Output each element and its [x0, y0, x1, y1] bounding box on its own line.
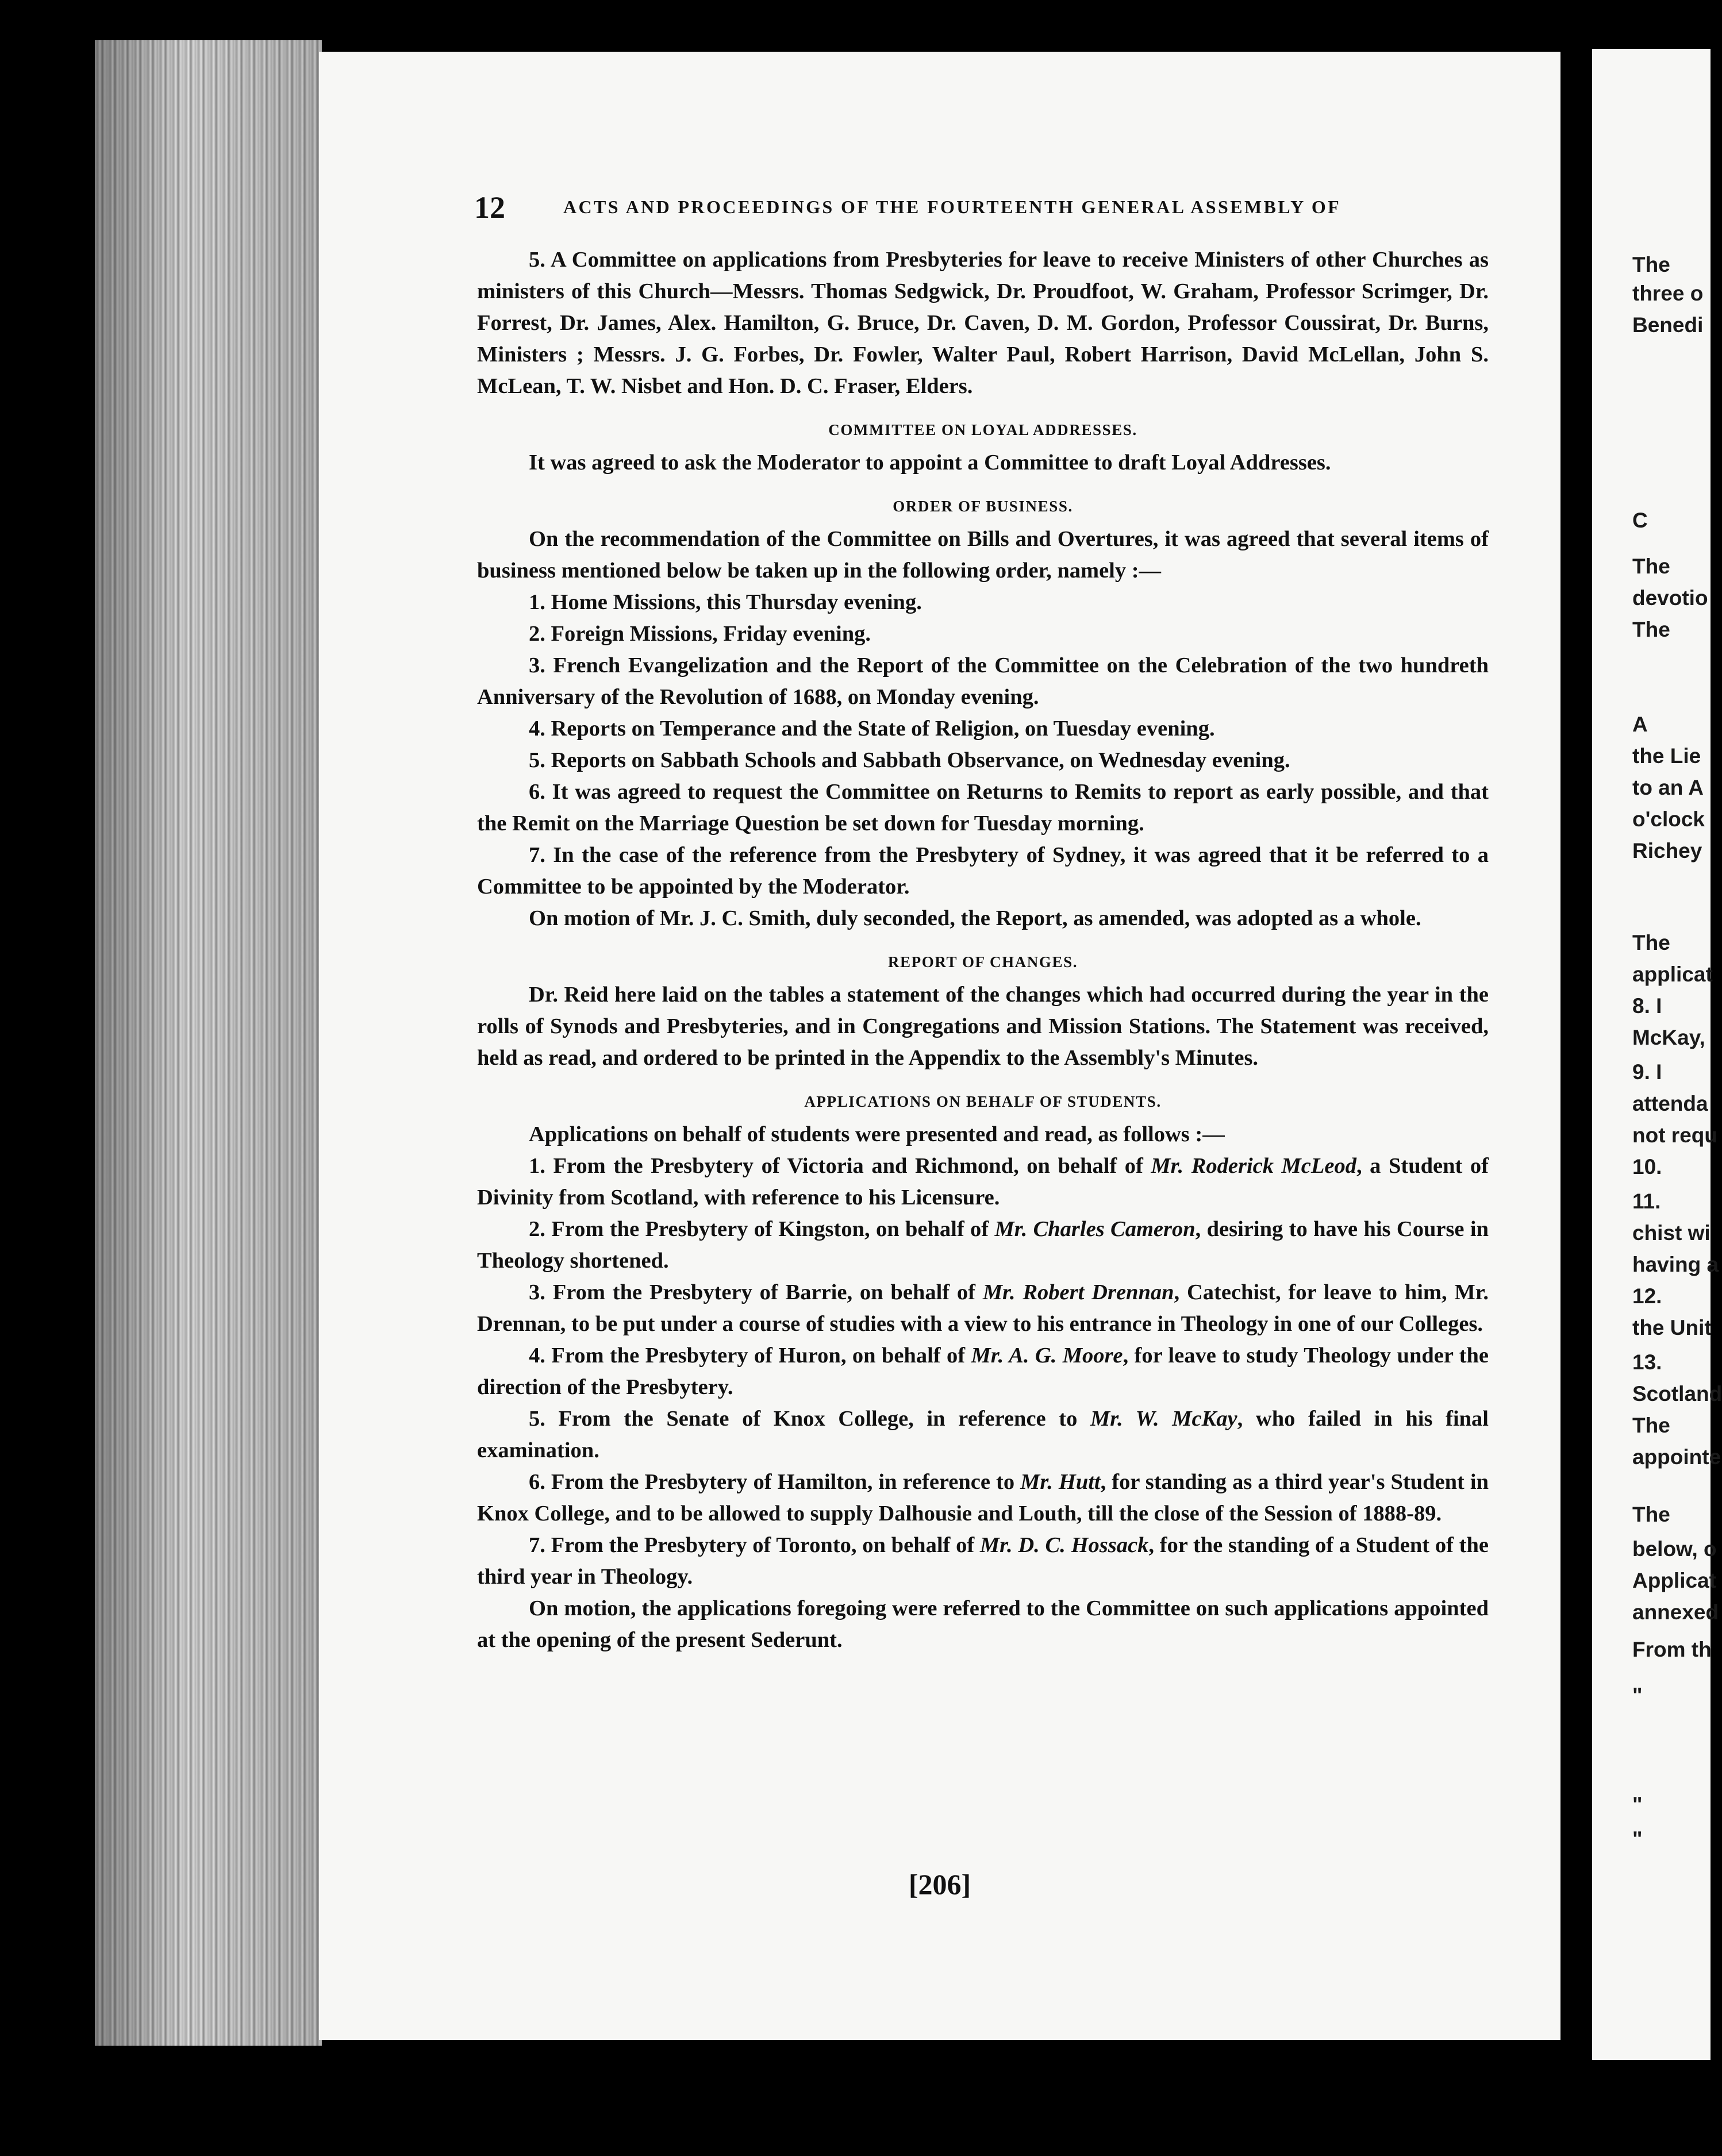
application-item	[477, 1403, 1489, 1466]
order-motion: On motion of Mr. J. C. Smith, duly seconded, the Report, as amended, was adopted as a whole.	[529, 906, 1421, 930]
application-text: , for leave to study Theology under the direction of the Presbytery.	[477, 1343, 1489, 1399]
order-item: 7. In the case of the reference from the Presbytery of Sydney, it was agreed that it be referred to a Committee to be appointed by the Moderator.	[477, 843, 1489, 899]
right-page-text-fragment: o'clock	[1632, 807, 1705, 831]
application-text: , who failed in his final examination.	[477, 1407, 1489, 1462]
application-item	[477, 1214, 1489, 1277]
right-page-text-fragment: Benedi	[1632, 313, 1704, 337]
order-item: 5. Reports on Sabbath Schools and Sabbath Observance, on Wednesday evening.	[529, 748, 1290, 772]
student-name: Mr. Hutt	[1020, 1470, 1101, 1494]
application-text: , for standing as a third year's Student in Knox College, and to be allowed to supply Dalhousie and Louth, till the close of the Session of 1888-89.	[477, 1470, 1489, 1526]
right-page-text-fragment: three o	[1632, 282, 1704, 305]
student-name: Mr. A. G. Moore	[971, 1343, 1123, 1368]
right-page-text-fragment: The	[1632, 931, 1670, 954]
order-item: 6. It was agreed to request the Committee on Returns to Remits to report as early possible, and that the Remit on the Marriage Question be set down for Tuesday morning.	[477, 780, 1489, 836]
right-page-text-fragment: attenda	[1632, 1092, 1708, 1115]
right-page-text-fragment: not requ	[1632, 1123, 1717, 1147]
right-page-text-fragment: to an A	[1632, 776, 1704, 799]
student-name: Mr. W. McKay	[1090, 1407, 1237, 1431]
applications-motion: On motion, the applications foregoing were referred to the Committee on such applications appointed at the opening of the present Sederunt.	[477, 1596, 1489, 1652]
order-of-business-list	[477, 587, 1489, 903]
committee-item-5: 5. A Committee on applications from Presbyteries for leave to receive Ministers of other Churches as ministers of this Church—Messrs. Thomas Sedgwick, Dr. Proudfoot, W. Graham, Professor Scrimger, Dr. Forrest, Dr. James, Alex. Hamilton, G. Bruce, Dr. Caven, D. M. Gordon, Professor Coussirat, Dr. Burns, Ministers ; Messrs. J. G. Forbes, Dr. Fowler, Walter Paul, Robert Harrison, David McLellan, John S. McLean, T. W. Nisbet and Hon. D. C. Fraser, Elders.	[477, 248, 1489, 398]
right-page-text-fragment: Richey	[1632, 839, 1702, 863]
applications-list	[477, 1150, 1489, 1593]
folio-number: [206]	[908, 1868, 971, 1900]
right-page-text-fragment: below, o	[1632, 1537, 1717, 1561]
order-item: 4. Reports on Temperance and the State of Religion, on Tuesday evening.	[529, 717, 1215, 741]
right-page-text-fragment: 12.	[1632, 1284, 1662, 1308]
application-item	[477, 1530, 1489, 1593]
right-page-text-fragment: the Unit	[1632, 1316, 1712, 1339]
application-text: 4. From the Presbytery of Huron, on behalf of	[529, 1343, 971, 1368]
right-page-text-fragment: The	[1632, 555, 1670, 578]
right-page-text-fragment: chist wi	[1632, 1221, 1711, 1245]
page-body	[477, 244, 1489, 1656]
application-text: , Catechist, for leave to him, Mr. Drennan, to be put under a course of studies with a view to his entrance in Theology in one of our Colleges.	[477, 1280, 1489, 1336]
right-page-text-fragment: The	[1632, 618, 1670, 641]
heading-applications-students: APPLICATIONS ON BEHALF OF STUDENTS.	[804, 1093, 1162, 1110]
heading-loyal-addresses: COMMITTEE ON LOYAL ADDRESSES.	[828, 421, 1137, 438]
right-page-text-fragment: applicat	[1632, 962, 1713, 986]
right-page-text-fragment: "	[1632, 1793, 1643, 1816]
page-number: 12	[474, 190, 505, 225]
right-page-text-fragment: 9. I	[1632, 1060, 1662, 1084]
heading-order-of-business: ORDER OF BUSINESS.	[893, 498, 1073, 515]
page-header	[474, 190, 1509, 241]
right-page-text-fragment: 11.	[1632, 1189, 1661, 1213]
student-name: Mr. Charles Cameron	[994, 1217, 1196, 1241]
right-page-text-fragment: C	[1632, 509, 1648, 532]
right-page-text-fragment: 13.	[1632, 1350, 1662, 1374]
right-page-text-fragment: appointe	[1632, 1445, 1721, 1469]
right-page-text-fragment: having a	[1632, 1253, 1719, 1276]
application-text: 1. From the Presbytery of Victoria and Richmond, on behalf of	[529, 1154, 1151, 1178]
report-of-changes-text: Dr. Reid here laid on the tables a statement of the changes which had occurred during the year in the rolls of Synods and Presbyteries, and in Congregations and Mission Stations. The Statement was received, held as read, and ordered to be printed in the Appendix to the Assembly's Minutes.	[477, 983, 1489, 1070]
left-page	[319, 52, 1560, 2040]
application-text: 5. From the Senate of Knox College, in reference to	[529, 1407, 1090, 1431]
application-item	[477, 1277, 1489, 1340]
application-text: , for the standing of a Student of the third year in Theology.	[477, 1533, 1489, 1589]
right-page-text-fragment: the Lie	[1632, 744, 1701, 768]
order-item: 3. French Evangelization and the Report of the Committee on the Celebration of the two hundreth Anniversary of the Revolution of 1688, on Monday evening.	[477, 653, 1489, 709]
right-page-text-fragment: The	[1632, 253, 1670, 276]
right-page-text-fragment: A	[1632, 713, 1648, 736]
right-page-text-fragment: 8. I	[1632, 994, 1662, 1018]
student-name: Mr. Robert Drennan	[982, 1280, 1174, 1304]
application-item	[477, 1466, 1489, 1530]
student-name: Mr. D. C. Hossack	[979, 1533, 1149, 1557]
order-intro: On the recommendation of the Committee on Bills and Overtures, it was agreed that several items of business mentioned below be taken up in the following order, namely :—	[477, 527, 1489, 583]
application-item	[477, 1150, 1489, 1214]
right-page-text-fragment: Scotland	[1632, 1382, 1722, 1406]
application-item	[477, 1340, 1489, 1403]
application-text: 7. From the Presbytery of Toronto, on behalf of	[529, 1533, 980, 1557]
right-page-text-fragment: 10.	[1632, 1155, 1662, 1179]
running-title: ACTS AND PROCEEDINGS OF THE FOURTEENTH GENERAL ASSEMBLY OF	[563, 197, 1342, 217]
page-stack-edge	[95, 40, 322, 2046]
right-page-text-fragment: Applicat	[1632, 1569, 1716, 1592]
heading-report-of-changes: REPORT OF CHANGES.	[887, 953, 1078, 971]
application-text: , desiring to have his Course in Theology shortened.	[477, 1217, 1489, 1273]
right-page-text-fragment: "	[1632, 1827, 1643, 1851]
application-text: 3. From the Presbytery of Barrie, on behalf of	[529, 1280, 983, 1304]
application-text: 6. From the Presbytery of Hamilton, in reference to	[529, 1470, 1021, 1494]
applications-intro: Applications on behalf of students were presented and read, as follows :—	[529, 1122, 1225, 1146]
loyal-addresses-text: It was agreed to ask the Moderator to appoint a Committee to draft Loyal Addresses.	[529, 451, 1331, 475]
right-page-text-fragment: annexed	[1632, 1600, 1719, 1624]
application-text: 2. From the Presbytery of Kingston, on behalf of	[529, 1217, 995, 1241]
right-page-text-fragment: From th	[1632, 1638, 1712, 1661]
order-item: 1. Home Missions, this Thursday evening.	[529, 590, 922, 614]
right-page-text-fragment: McKay,	[1632, 1026, 1705, 1049]
application-text: , a Student of Divinity from Scotland, with reference to his Licensure.	[477, 1154, 1489, 1210]
right-page-text-fragment: devotio	[1632, 586, 1708, 610]
right-page-text-fragment: The	[1632, 1503, 1670, 1526]
right-page-text-fragment: "	[1632, 1684, 1643, 1707]
right-page-text-fragment: The	[1632, 1414, 1670, 1437]
right-page-fragment	[1592, 49, 1722, 2060]
student-name: Mr. Roderick McLeod	[1151, 1154, 1356, 1178]
order-item: 2. Foreign Missions, Friday evening.	[529, 622, 871, 646]
